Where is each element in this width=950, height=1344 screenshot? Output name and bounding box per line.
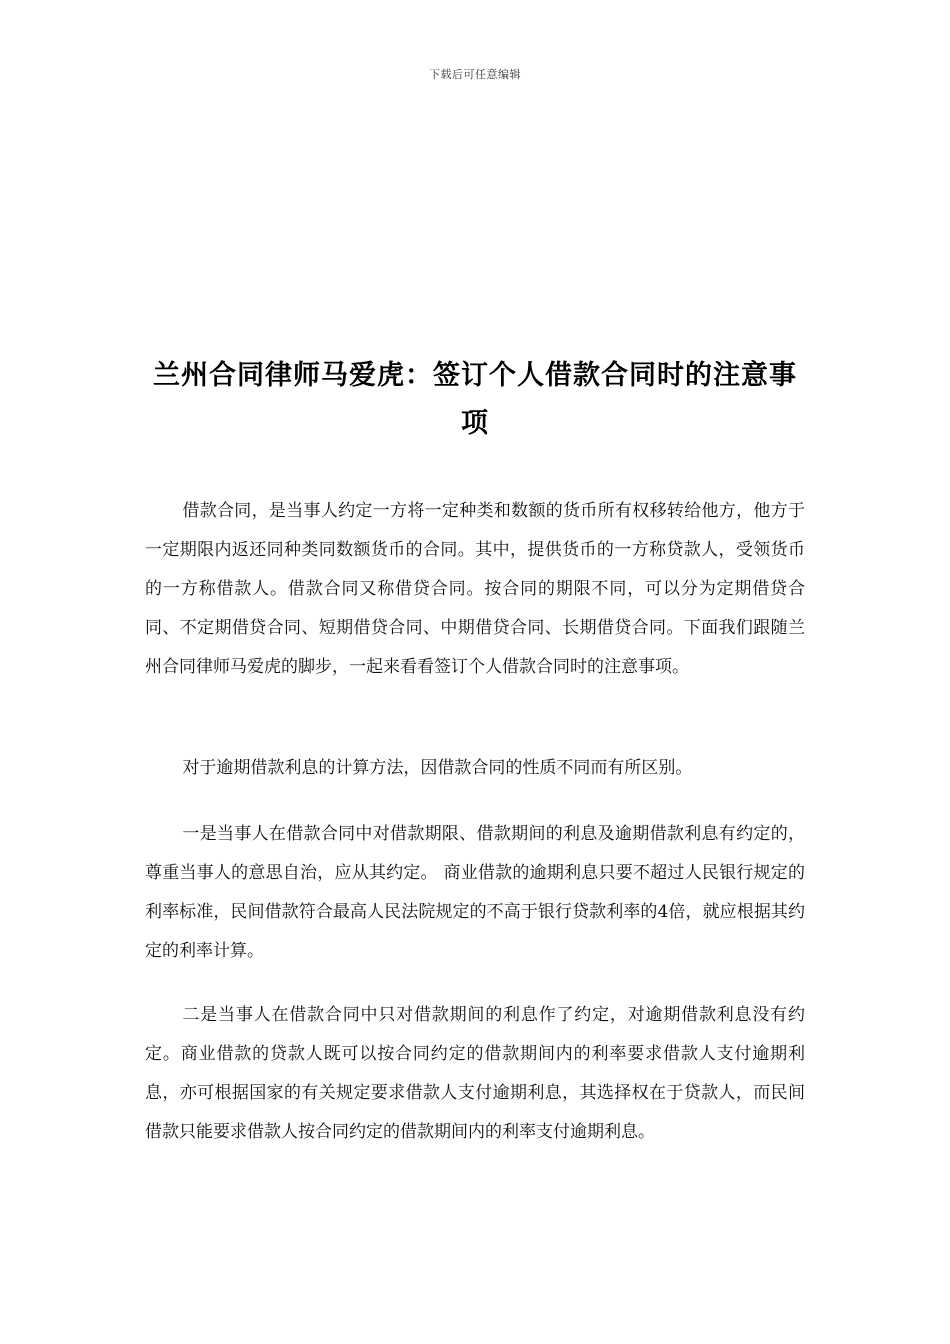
paragraph-definition: 借款合同，是当事人约定一方将一定种类和数额的货币所有权移转给他方，他方于一定期限内返还同种类同数额货币的合同。其中，提供货币的一方称贷款人，受领货币的一方称借款人。借款合同又称借贷合同。按合同的期限不同，可以分为定期借贷合同、不定期借贷合同、短期借贷合同、中期借贷合同、长期借贷合同。下面我们跟随兰州合同律师马爱虎的脚步，一起来看看签订个人借款合同时的注意事项。 xyxy=(145,501,805,677)
paragraph-case-two: 二是当事人在借款合同中只对借款期间的利息作了约定，对逾期借款利息没有约定。商业借款的贷款人既可以按合同约定的借款期间内的利率要求借款人支付逾期利息，亦可根据国家的有关规定要求借款人支付逾期利息，其选择权在于贷款人，而民间借款只能要求借款人按合同约定的借款期间内的利率支付逾期利息。 xyxy=(145,1005,805,1142)
document-title: 兰州合同律师马爱虎：签订个人借款合同时的注意事项 xyxy=(153,360,797,439)
paragraph-case-one: 一是当事人在借款合同中对借款期限、借款期间的利息及逾期借款利息有约定的，尊重当事人的意思自治，应从其约定。 商业借款的逾期利息只要不超过人民银行规定的利率标准，民间借款符合最高人民法院规定的不高于银行贷款利率的4倍，就应根据其约定的利率计算。 xyxy=(145,824,805,961)
page-header-note: 下载后可任意编辑 xyxy=(429,68,521,81)
paragraph-overdue-intro: 对于逾期借款利息的计算方法，因借款合同的性质不同而有所区别。 xyxy=(182,758,693,778)
